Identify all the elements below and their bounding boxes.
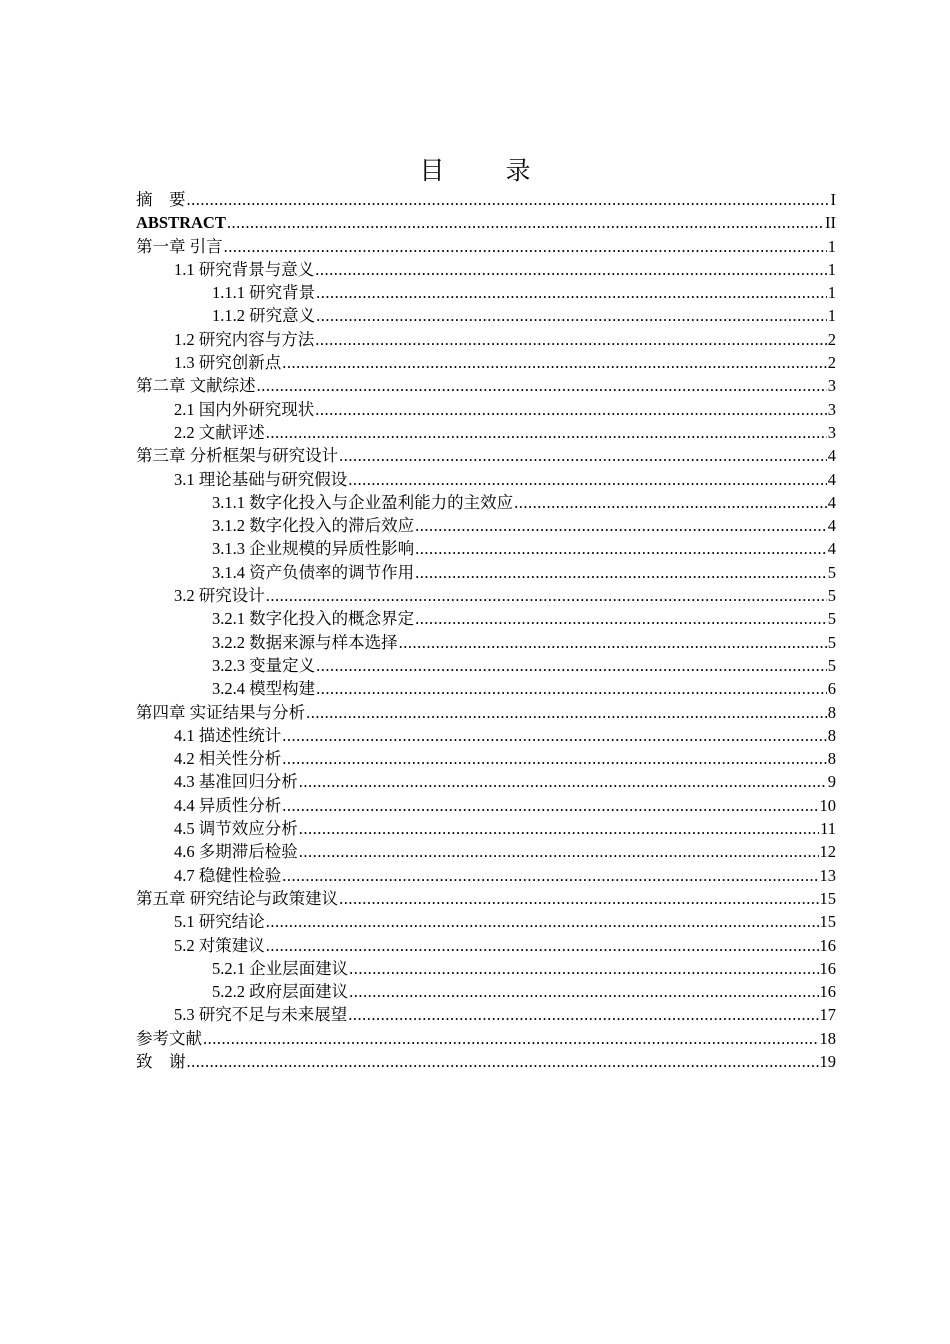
toc-page-number: 3 bbox=[827, 422, 836, 442]
toc-entry[interactable] bbox=[136, 934, 836, 957]
toc-entry[interactable] bbox=[136, 468, 836, 491]
toc-page-number: 13 bbox=[819, 865, 836, 885]
toc-dot-leader bbox=[316, 304, 827, 327]
toc-page-number: 18 bbox=[819, 1028, 836, 1048]
toc-dot-leader bbox=[224, 235, 827, 258]
toc-page-number: 1 bbox=[827, 306, 836, 326]
toc-entry-label: 4.2 相关性分析 bbox=[174, 749, 282, 769]
toc-entry-label: 3.2.4 模型构建 bbox=[212, 679, 316, 699]
toc-entry[interactable] bbox=[136, 724, 836, 747]
toc-dot-leader bbox=[315, 398, 827, 421]
toc-dot-leader bbox=[316, 677, 827, 700]
toc-entry[interactable] bbox=[136, 584, 836, 607]
toc-entry[interactable] bbox=[136, 188, 836, 211]
toc-page-number: 5 bbox=[827, 562, 836, 582]
toc-entry-label: 5.3 研究不足与未来展望 bbox=[174, 1005, 348, 1025]
toc-entry-label: 5.2 对策建议 bbox=[174, 935, 265, 955]
toc-dot-leader bbox=[514, 491, 827, 514]
toc-dot-leader bbox=[299, 840, 819, 863]
toc-entry-label: 3.2.1 数字化投入的概念界定 bbox=[212, 609, 415, 629]
toc-entry[interactable] bbox=[136, 1027, 836, 1050]
toc-page-number: 4 bbox=[827, 492, 836, 512]
toc-entry-label: 1.1.1 研究背景 bbox=[212, 283, 316, 303]
toc-page-number: 4 bbox=[827, 516, 836, 536]
toc-page-number: I bbox=[830, 190, 836, 209]
toc-entry[interactable] bbox=[136, 910, 836, 933]
toc-entry[interactable] bbox=[136, 840, 836, 863]
toc-dot-leader bbox=[316, 654, 827, 677]
toc-dot-leader bbox=[282, 351, 827, 374]
toc-entry[interactable] bbox=[136, 1003, 836, 1026]
toc-page-number: 4 bbox=[827, 469, 836, 489]
toc-entry-label: 2.1 国内外研究现状 bbox=[174, 399, 315, 419]
toc-page-number: 2 bbox=[827, 329, 836, 349]
toc-entry-label: 4.3 基准回归分析 bbox=[174, 772, 298, 792]
toc-entry[interactable] bbox=[136, 701, 836, 724]
toc-entry-label: 第一章 引言 bbox=[136, 236, 223, 256]
toc-entry-label: 第五章 研究结论与政策建议 bbox=[136, 888, 339, 908]
toc-dot-leader bbox=[348, 1003, 818, 1026]
toc-dot-leader bbox=[266, 934, 819, 957]
toc-entry-label: 第三章 分析框架与研究设计 bbox=[136, 446, 339, 466]
toc-dot-leader bbox=[415, 537, 827, 560]
toc-dot-leader bbox=[282, 864, 818, 887]
toc-dot-leader bbox=[339, 444, 827, 467]
toc-page-number: 5 bbox=[827, 632, 836, 652]
toc-entry-label: 5.2.1 企业层面建议 bbox=[212, 958, 349, 978]
toc-entry[interactable] bbox=[136, 1050, 836, 1073]
toc-entry-label: 4.7 稳健性检验 bbox=[174, 865, 282, 885]
toc-entry[interactable] bbox=[136, 211, 836, 234]
toc-entry-label: 3.1 理论基础与研究假设 bbox=[174, 469, 348, 489]
toc-entry[interactable] bbox=[136, 794, 836, 817]
toc-entry-label: 3.1.3 企业规模的异质性影响 bbox=[212, 539, 415, 559]
toc-page-number: 1 bbox=[827, 236, 836, 256]
toc-dot-leader bbox=[266, 421, 827, 444]
toc-entry[interactable] bbox=[136, 817, 836, 840]
toc-dot-leader bbox=[348, 468, 827, 491]
toc-entry[interactable] bbox=[136, 654, 836, 677]
toc-dot-leader bbox=[306, 701, 827, 724]
toc-entry-label: 第二章 文献综述 bbox=[136, 376, 256, 396]
toc-entry-label: 3.2 研究设计 bbox=[174, 586, 265, 606]
toc-entry[interactable] bbox=[136, 537, 836, 560]
toc-dot-leader bbox=[282, 794, 818, 817]
toc-dot-leader bbox=[316, 281, 827, 304]
toc-entry[interactable] bbox=[136, 328, 836, 351]
toc-entry-label: 1.3 研究创新点 bbox=[174, 353, 282, 373]
toc-dot-leader bbox=[203, 1027, 819, 1050]
toc-entry[interactable] bbox=[136, 351, 836, 374]
toc-page-number: 4 bbox=[827, 446, 836, 466]
toc-dot-leader bbox=[299, 770, 827, 793]
toc-dot-leader bbox=[399, 631, 827, 654]
toc-page-number: 6 bbox=[827, 679, 836, 699]
toc-dot-leader bbox=[266, 584, 827, 607]
toc-entry[interactable] bbox=[136, 398, 836, 421]
toc-entry[interactable] bbox=[136, 258, 836, 281]
toc-page-number: 16 bbox=[819, 935, 836, 955]
toc-entry[interactable] bbox=[136, 304, 836, 327]
toc-entry[interactable] bbox=[136, 421, 836, 444]
toc-entry-label: 2.2 文献评述 bbox=[174, 422, 265, 442]
toc-entry-label: ABSTRACT bbox=[136, 213, 226, 233]
toc-entry-label: 1.1.2 研究意义 bbox=[212, 306, 316, 326]
table-of-contents bbox=[136, 188, 836, 1073]
toc-page-number: 4 bbox=[827, 539, 836, 559]
toc-entry[interactable] bbox=[136, 281, 836, 304]
toc-entry-label: 参考文献 bbox=[136, 1028, 202, 1048]
toc-entry-label: 3.2.2 数据来源与样本选择 bbox=[212, 632, 398, 652]
toc-entry-label: 1.1 研究背景与意义 bbox=[174, 259, 315, 279]
toc-page-number: 1 bbox=[827, 259, 836, 279]
toc-entry[interactable] bbox=[136, 374, 836, 397]
toc-dot-leader bbox=[257, 374, 827, 397]
toc-entry-label: 1.2 研究内容与方法 bbox=[174, 329, 315, 349]
toc-page-number: 8 bbox=[827, 725, 836, 745]
toc-page-number: 10 bbox=[819, 795, 836, 815]
toc-page-number: 19 bbox=[819, 1051, 836, 1071]
toc-page-number: 3 bbox=[827, 399, 836, 419]
toc-page-number: 8 bbox=[827, 749, 836, 769]
toc-page-number: 15 bbox=[819, 912, 836, 932]
toc-entry[interactable] bbox=[136, 561, 836, 584]
toc-dot-leader bbox=[282, 724, 827, 747]
toc-entry[interactable] bbox=[136, 887, 836, 910]
toc-entry-label: 4.5 调节效应分析 bbox=[174, 819, 298, 839]
toc-entry-label: 4.1 描述性统计 bbox=[174, 725, 282, 745]
toc-entry-label: 第四章 实证结果与分析 bbox=[136, 702, 306, 722]
toc-page-number: 9 bbox=[827, 772, 836, 792]
toc-entry-label: 摘 要 bbox=[136, 190, 186, 209]
toc-dot-leader bbox=[315, 258, 827, 281]
toc-title: 目 录 bbox=[419, 156, 549, 185]
toc-entry-label: 3.1.2 数字化投入的滞后效应 bbox=[212, 516, 415, 536]
toc-page-number: II bbox=[825, 213, 836, 233]
toc-dot-leader bbox=[266, 910, 819, 933]
toc-dot-leader bbox=[415, 561, 827, 584]
toc-entry[interactable] bbox=[136, 514, 836, 537]
toc-dot-leader bbox=[227, 211, 824, 234]
toc-dot-leader bbox=[299, 817, 819, 840]
toc-dot-leader bbox=[349, 980, 818, 1003]
toc-dot-leader bbox=[415, 607, 827, 630]
toc-page-number: 3 bbox=[827, 376, 836, 396]
toc-page-number: 5 bbox=[827, 655, 836, 675]
toc-dot-leader bbox=[415, 514, 827, 537]
toc-dot-leader bbox=[187, 188, 830, 211]
toc-dot-leader bbox=[315, 328, 827, 351]
toc-page-number: 1 bbox=[827, 283, 836, 303]
toc-entry[interactable] bbox=[136, 607, 836, 630]
toc-entry[interactable] bbox=[136, 444, 836, 467]
toc-page-number: 16 bbox=[819, 958, 836, 978]
toc-entry[interactable] bbox=[136, 980, 836, 1003]
toc-entry[interactable] bbox=[136, 491, 836, 514]
toc-page-number: 2 bbox=[827, 353, 836, 373]
toc-dot-leader bbox=[339, 887, 818, 910]
toc-entry[interactable] bbox=[136, 957, 836, 980]
toc-page-number: 11 bbox=[820, 819, 836, 839]
toc-page-number: 5 bbox=[827, 586, 836, 606]
toc-page-number: 12 bbox=[819, 842, 836, 862]
toc-entry-label: 3.1.4 资产负债率的调节作用 bbox=[212, 562, 415, 582]
toc-entry[interactable] bbox=[136, 677, 836, 700]
toc-dot-leader bbox=[187, 1050, 819, 1073]
toc-entry[interactable] bbox=[136, 864, 836, 887]
toc-entry[interactable] bbox=[136, 770, 836, 793]
toc-entry[interactable] bbox=[136, 631, 836, 654]
toc-entry-label: 5.2.2 政府层面建议 bbox=[212, 982, 349, 1002]
toc-dot-leader bbox=[349, 957, 818, 980]
toc-entry-label: 5.1 研究结论 bbox=[174, 912, 265, 932]
toc-entry-label: 4.6 多期滞后检验 bbox=[174, 842, 298, 862]
toc-entry-label: 3.2.3 变量定义 bbox=[212, 655, 316, 675]
toc-entry-label: 4.4 异质性分析 bbox=[174, 795, 282, 815]
toc-page-number: 17 bbox=[819, 1005, 836, 1025]
toc-entry-label: 3.1.1 数字化投入与企业盈利能力的主效应 bbox=[212, 492, 514, 512]
toc-entry[interactable] bbox=[136, 747, 836, 770]
toc-page-number: 16 bbox=[819, 982, 836, 1002]
toc-page-number: 5 bbox=[827, 609, 836, 629]
toc-entry[interactable] bbox=[136, 235, 836, 258]
toc-page-number: 15 bbox=[819, 888, 836, 908]
toc-dot-leader bbox=[282, 747, 827, 770]
toc-entry-label: 致 谢 bbox=[136, 1051, 186, 1071]
toc-page-number: 8 bbox=[827, 702, 836, 722]
